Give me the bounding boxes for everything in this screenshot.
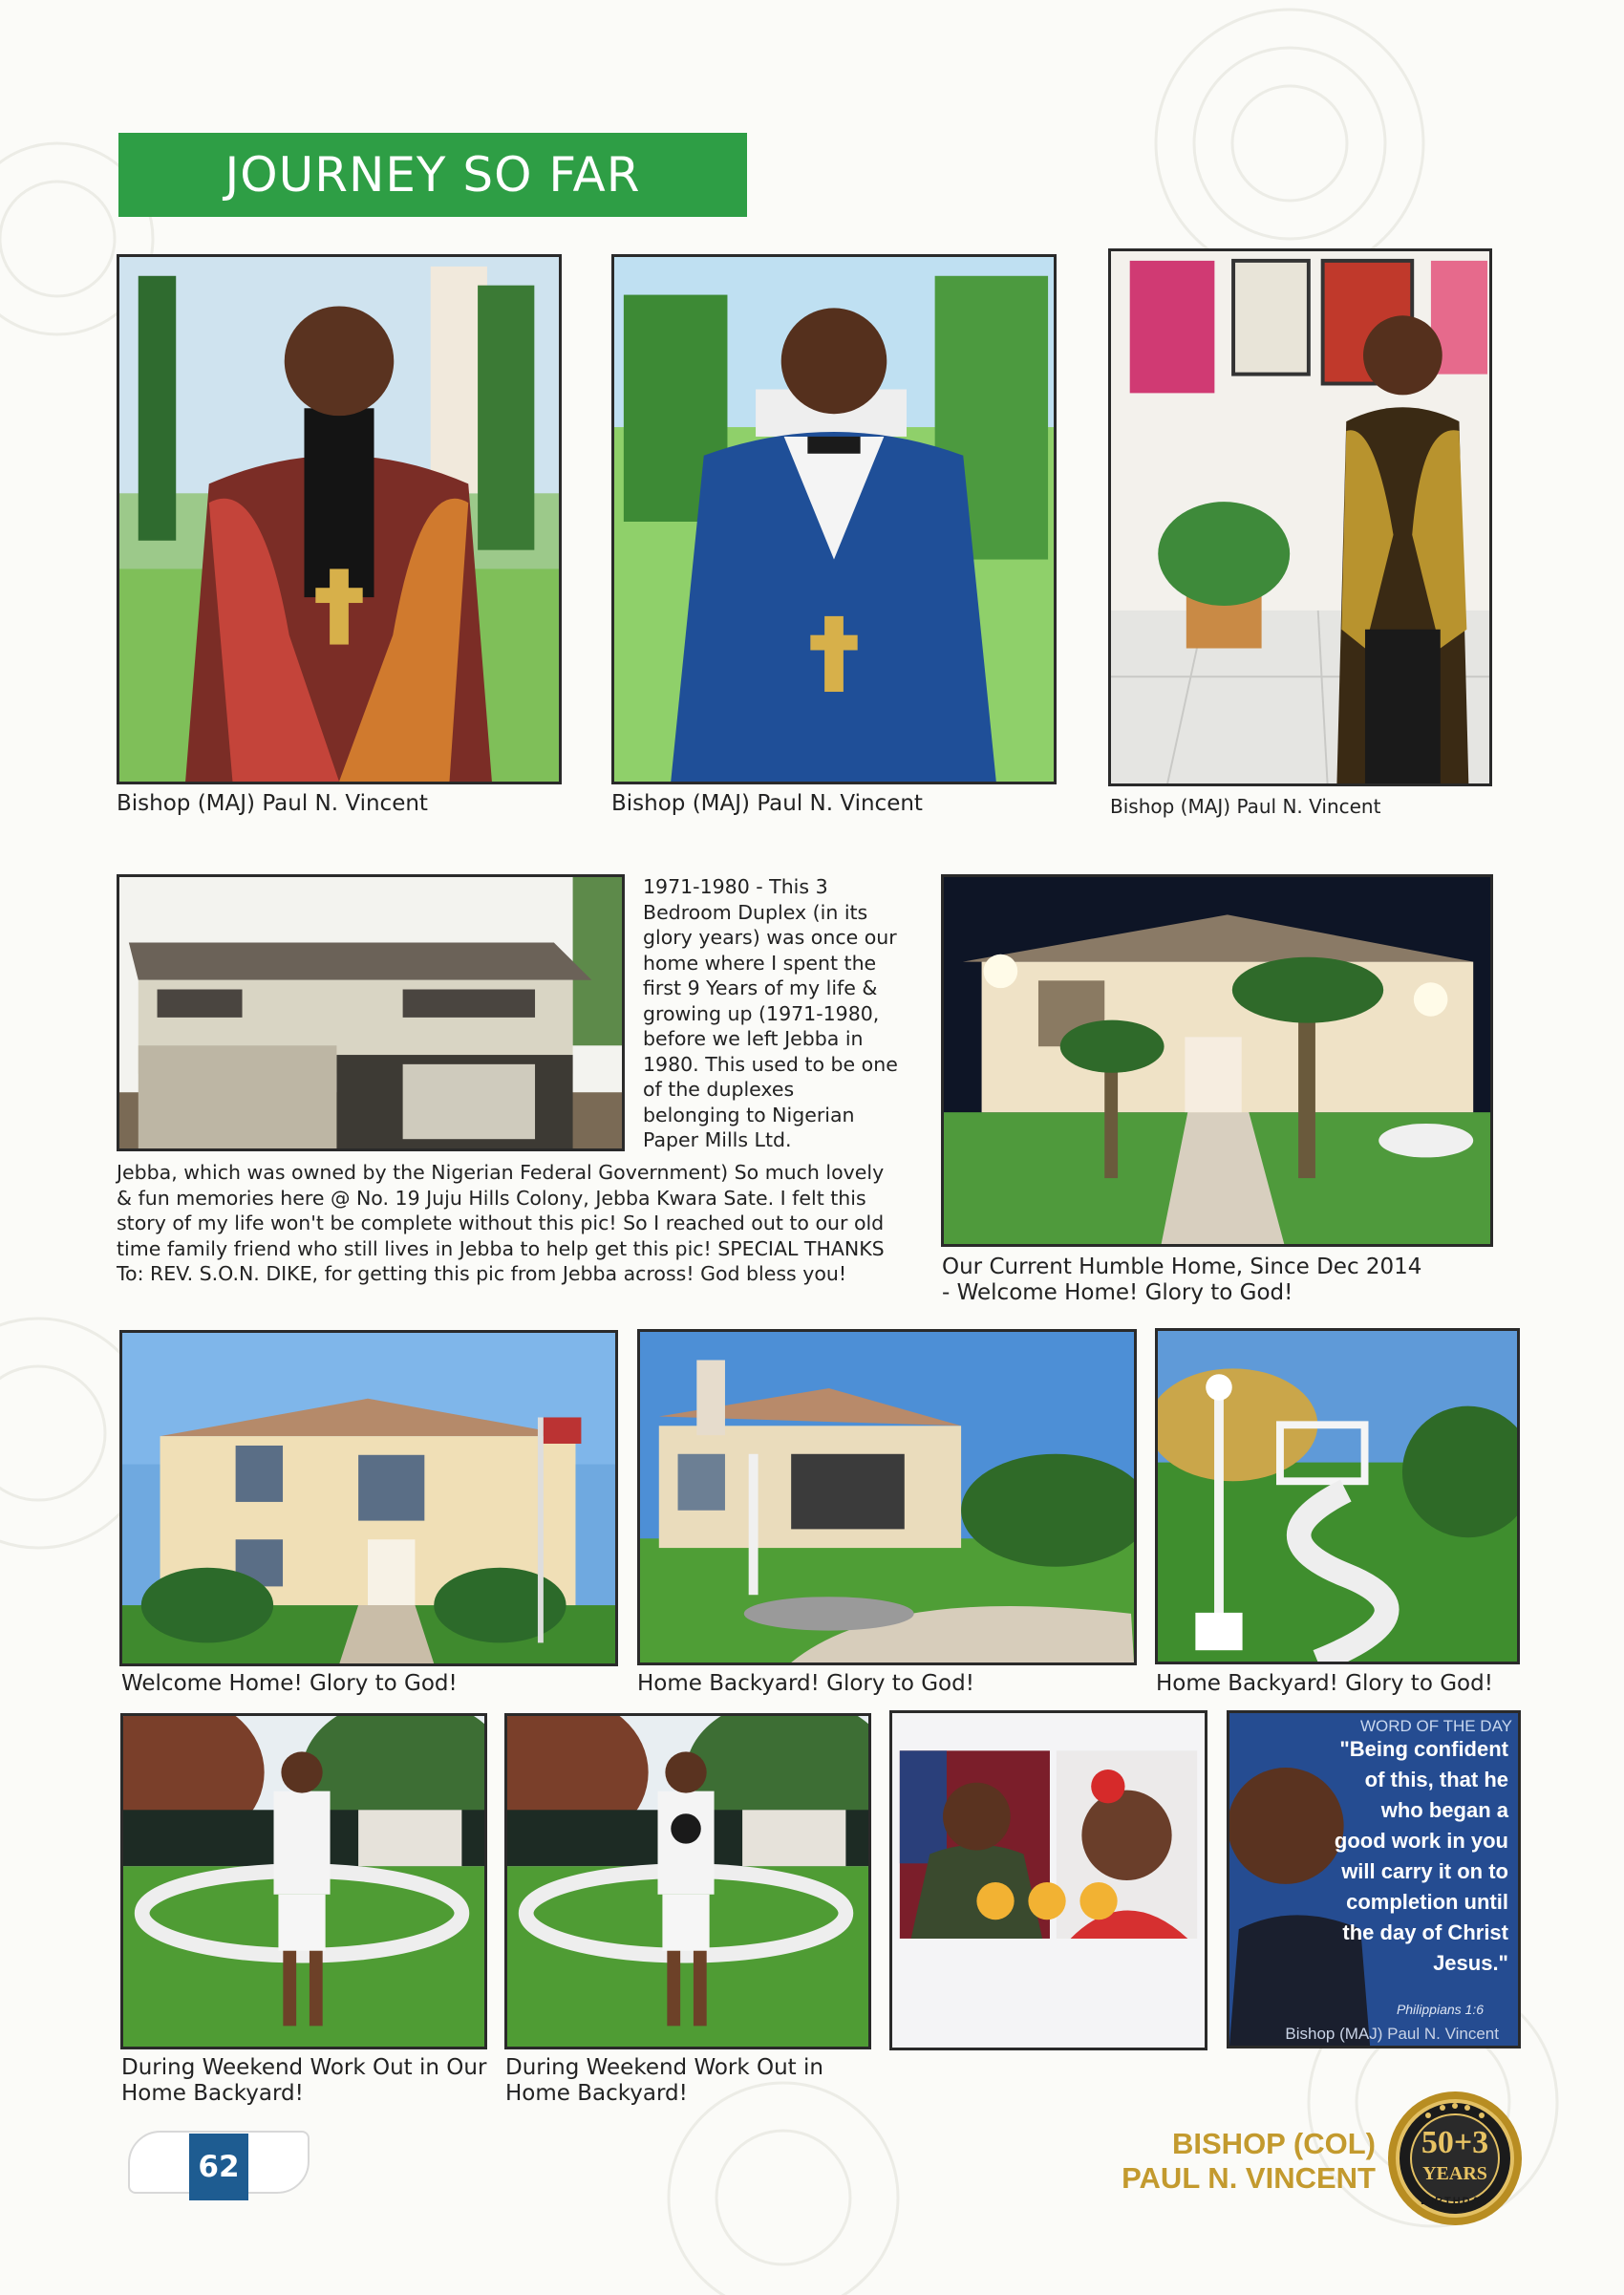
footer-name-line1: BISHOP (COL) xyxy=(1172,2127,1376,2160)
caption-line: - Welcome Home! Glory to God! xyxy=(942,1280,1293,1305)
home-front-photo xyxy=(119,1330,618,1666)
word-card-signature: Bishop (MAJ) Paul N. Vincent xyxy=(1285,2025,1499,2043)
caption-line: Home Backyard! xyxy=(505,2081,688,2106)
word-card-quote xyxy=(1313,1734,1508,1979)
current-home-caption xyxy=(942,1255,1421,1306)
badge-word: YEARS xyxy=(1422,2163,1487,2184)
workout-photo-1 xyxy=(120,1713,487,2049)
word-of-the-day-card xyxy=(1227,1710,1521,2048)
caption-line: Our Current Humble Home, Since Dec 2014 xyxy=(942,1255,1422,1279)
quote-line: the day of Christ xyxy=(1342,1920,1508,1944)
story-line: time family friend who still lives in Jebba to help get this pic! SPECIAL THANKS xyxy=(117,1236,885,1260)
quote-line: completion until xyxy=(1346,1890,1508,1914)
portrait-photo-3 xyxy=(1108,248,1492,786)
workout-caption-2 xyxy=(505,2055,823,2107)
story-line: first 9 Years of my life & xyxy=(643,976,878,999)
story-full-text xyxy=(117,1160,919,1287)
story-line: before we left Jebba in xyxy=(643,1027,864,1050)
quote-line: Jesus." xyxy=(1433,1951,1508,1975)
badge-number: 50+3 xyxy=(1421,2125,1489,2160)
story-line: Bedroom Duplex (in its xyxy=(643,900,868,924)
story-line: story of my life won't be complete without this pic! So I reached out to our old xyxy=(117,1212,885,1234)
backyard-caption-1: Home Backyard! Glory to God! xyxy=(637,1671,974,1696)
story-line: home where I spent the xyxy=(643,951,877,975)
backyard-photo-2 xyxy=(1155,1328,1520,1664)
story-line: To: REV. S.O.N. DIKE, for getting this pic from Jebba across! God bless you! xyxy=(117,1262,847,1285)
quote-line: "Being confident xyxy=(1339,1737,1508,1761)
backyard-caption-2: Home Backyard! Glory to God! xyxy=(1156,1671,1493,1696)
portrait-caption-3: Bishop (MAJ) Paul N. Vincent xyxy=(1110,795,1381,818)
page-title-banner: JOURNEY SO FAR xyxy=(118,133,747,217)
story-side-text xyxy=(643,874,930,1153)
current-home-night-photo xyxy=(941,874,1493,1247)
workout-caption-1 xyxy=(121,2055,486,2107)
footer-name-line2: PAUL N. VINCENT xyxy=(1122,2161,1376,2195)
portrait-photo-2 xyxy=(611,254,1057,784)
portrait-caption-1: Bishop (MAJ) Paul N. Vincent xyxy=(117,791,428,816)
page-number: 62 xyxy=(189,2134,248,2200)
story-line: & fun memories here @ No. 19 Juju Hills Colony, Jebba Kwara Sate. I felt this xyxy=(117,1186,866,1210)
officer-and-baby-photo xyxy=(889,1710,1207,2050)
home-front-caption: Welcome Home! Glory to God! xyxy=(121,1671,458,1696)
quote-line: who began a xyxy=(1380,1798,1508,1822)
caption-line: During Weekend Work Out in xyxy=(505,2055,823,2080)
story-line: belonging to Nigerian xyxy=(643,1103,855,1126)
word-card-header: WORD OF THE DAY xyxy=(1360,1717,1512,1735)
story-line: of the duplexes xyxy=(643,1078,795,1101)
story-line: 1971-1980 - This 3 xyxy=(643,875,828,898)
word-card-reference: Philippians 1:6 xyxy=(1396,2002,1484,2017)
backyard-photo-1 xyxy=(637,1329,1137,1665)
quote-line: will carry it on to xyxy=(1341,1859,1508,1883)
caption-line: During Weekend Work Out in Our xyxy=(121,2055,487,2080)
caption-line: Home Backyard! xyxy=(121,2081,304,2106)
portrait-photo-1 xyxy=(117,254,562,784)
birthday-badge-icon xyxy=(1385,2089,1525,2228)
old-duplex-photo xyxy=(117,874,625,1151)
story-line: glory years) was once our xyxy=(643,926,897,949)
footer-name xyxy=(1051,2127,1376,2196)
story-line: Jebba, which was owned by the Nigerian Federal Government) So much lovely xyxy=(117,1161,885,1184)
story-line: Paper Mills Ltd. xyxy=(643,1128,792,1151)
badge-sub: BIRTHDAY xyxy=(1421,2196,1489,2207)
quote-line: good work in you xyxy=(1334,1829,1508,1853)
workout-photo-2 xyxy=(504,1713,871,2049)
story-line: growing up (1971-1980, xyxy=(643,1001,880,1025)
portrait-caption-2: Bishop (MAJ) Paul N. Vincent xyxy=(611,791,923,816)
quote-line: of this, that he xyxy=(1364,1768,1508,1791)
story-line: 1980. This used to be one xyxy=(643,1052,898,1076)
